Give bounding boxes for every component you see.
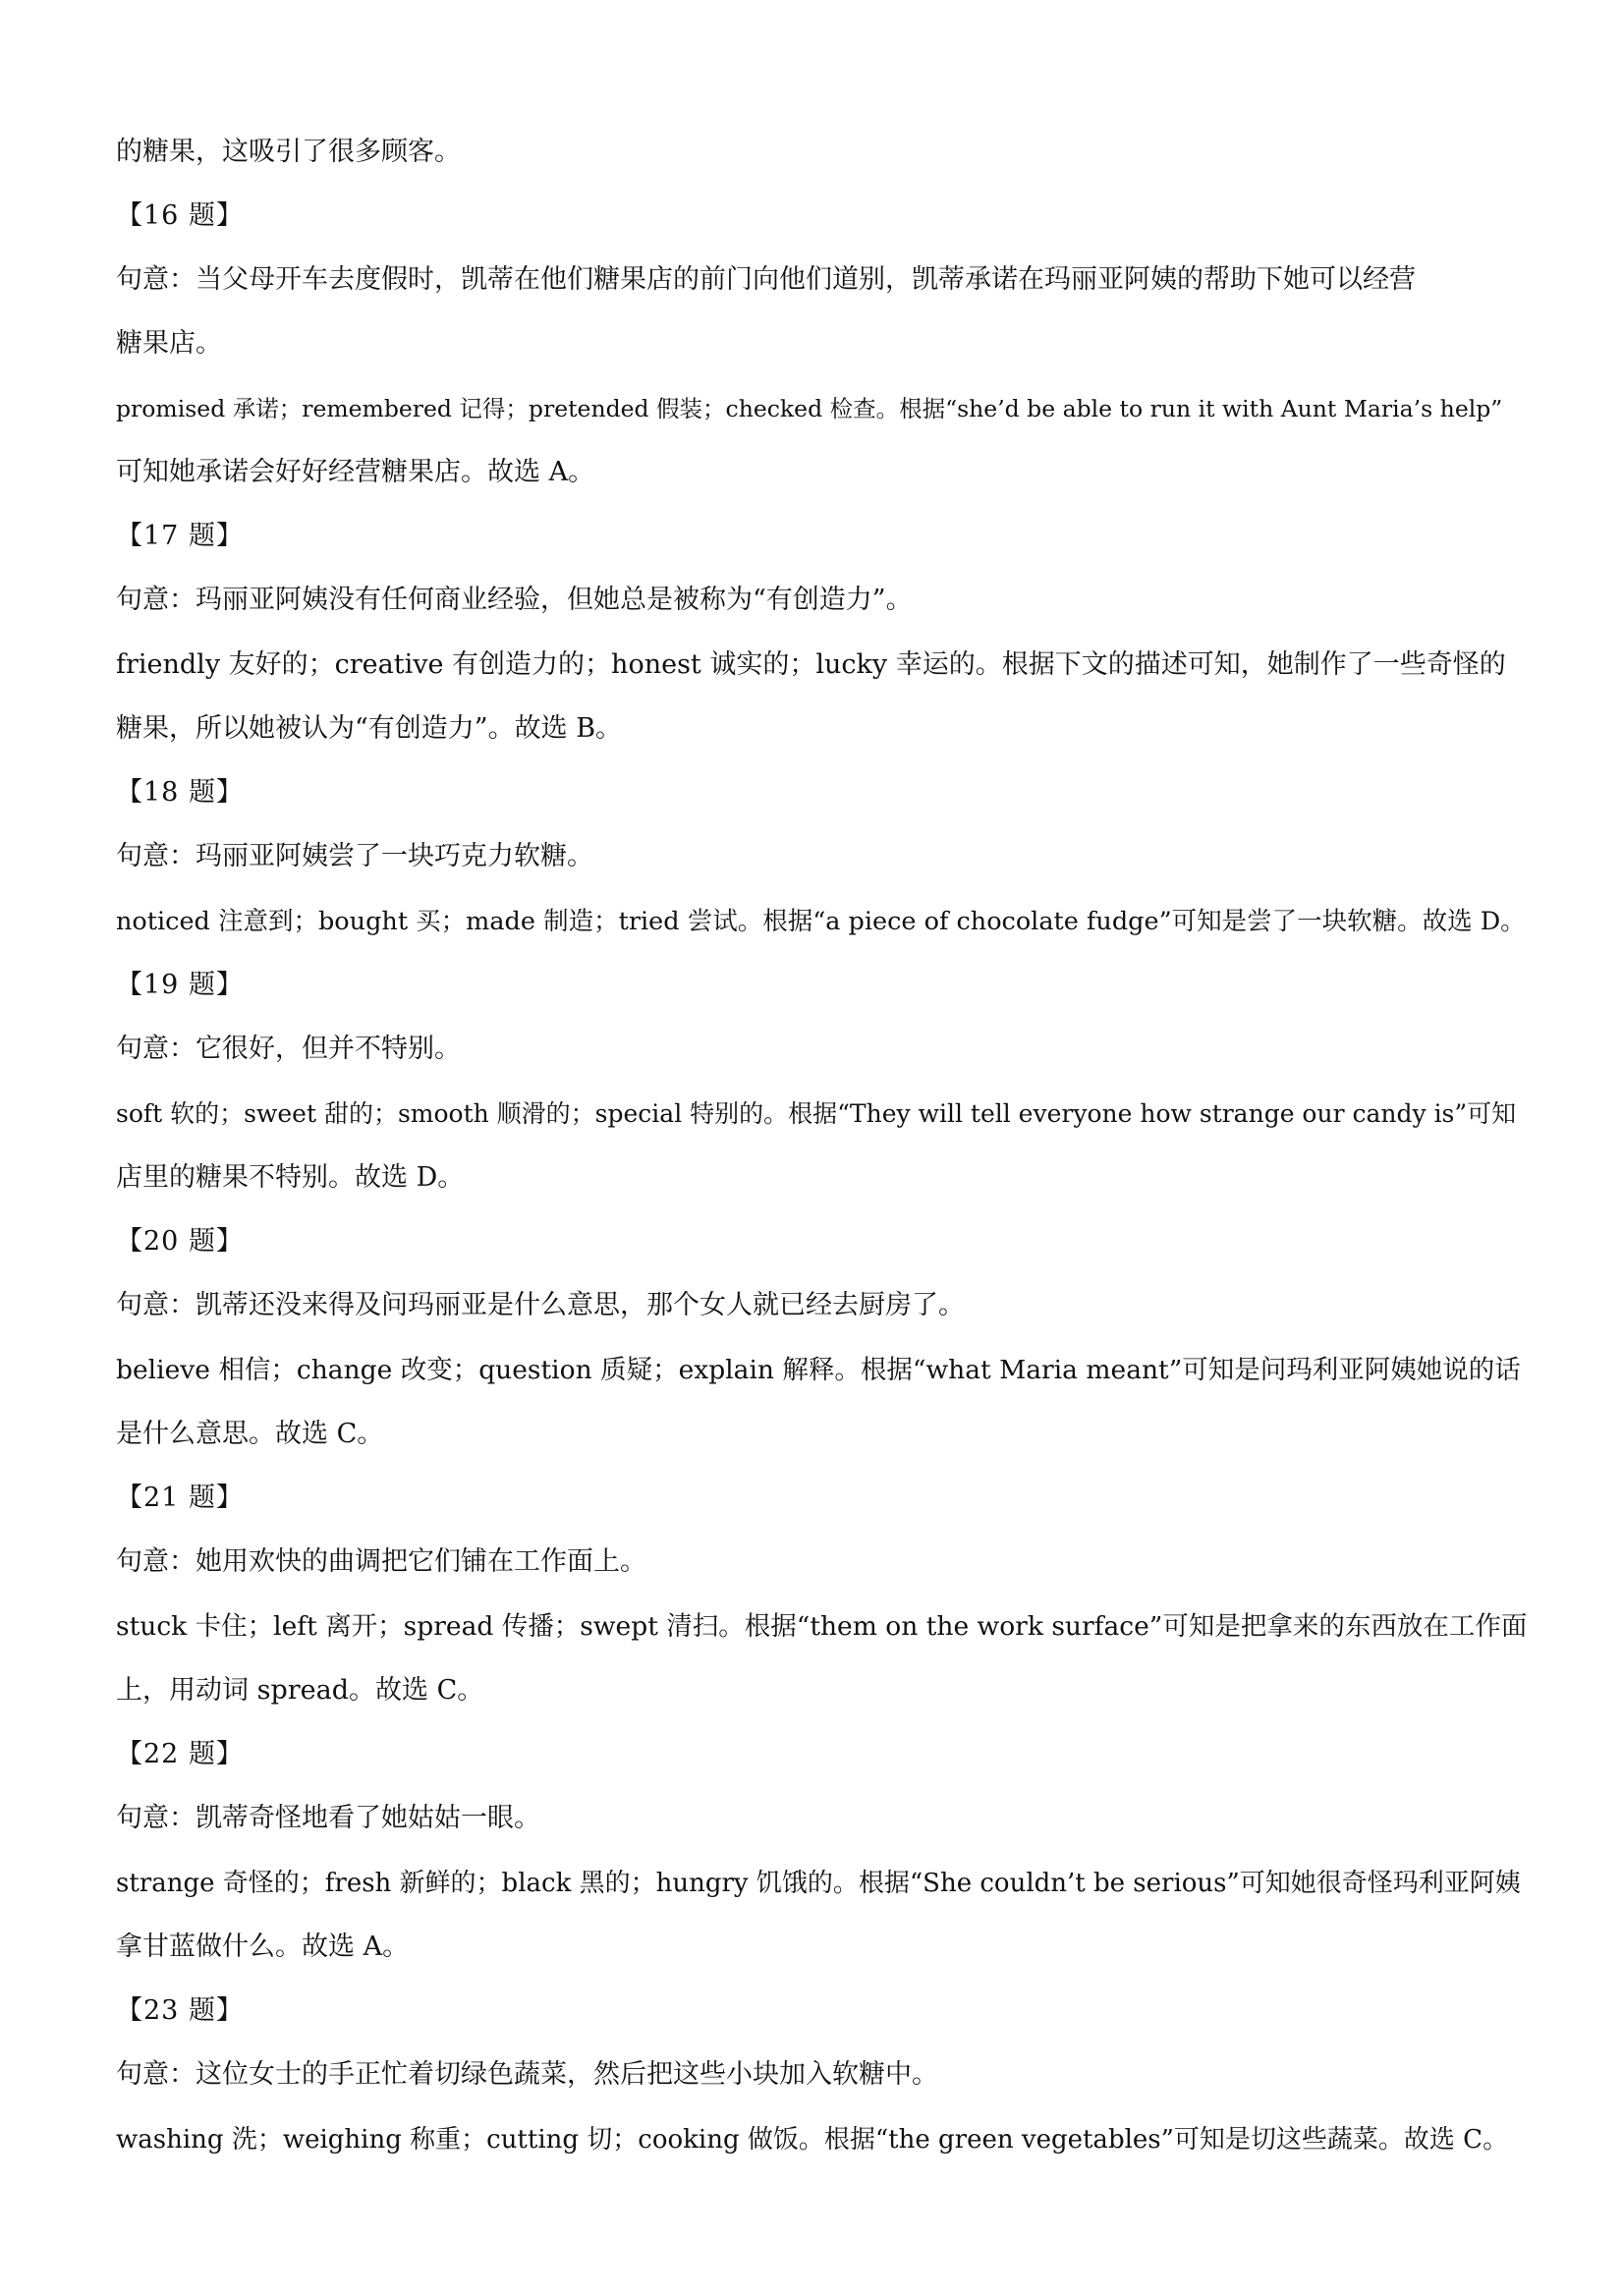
text-line: 句意：凯蒂还没来得及问玛丽亚是什么意思，那个女人就已经去厨房了。 xyxy=(116,1290,965,1320)
text-line: soft 软的；sweet 甜的；smooth 顺滑的；special 特别的。根据“They will tell everyone how strange our candy is”可知 xyxy=(116,1099,1517,1128)
text-line: washing 洗；weighing 称重；cutting 切；cooking 做饭。根据“the green vegetables”可知是切这些蔬菜。故选 C。 xyxy=(116,2125,1509,2155)
text-line: friendly 友好的；creative 有创造力的；honest 诚实的；lucky 幸运的。根据下文的描述可知，她制作了一些奇怪的 xyxy=(116,649,1506,680)
text-line: strange 奇怪的；fresh 新鲜的；black 黑的；hungry 饥饿的。根据“She couldn’t be serious”可知她很奇怪玛利亚阿姨 xyxy=(116,1869,1521,1898)
text-line: 店里的糖果不特别。故选 D。 xyxy=(116,1162,465,1193)
text-line: 句意：玛丽亚阿姨没有任何商业经验，但她总是被称为“有创造力”。 xyxy=(116,585,913,615)
question-heading: 【21 题】 xyxy=(116,1483,244,1513)
text-line: 句意：这位女士的手正忙着切绿色蔬菜，然后把这些小块加入软糖中。 xyxy=(116,2059,938,2090)
text-line: 上，用动词 spread。故选 C。 xyxy=(116,1675,484,1706)
text-line: 句意：玛丽亚阿姨尝了一块巧克力软糖。 xyxy=(116,841,593,871)
text-line: 句意：凯蒂奇怪地看了她姑姑一眼。 xyxy=(116,1803,540,1833)
question-heading: 【16 题】 xyxy=(116,200,244,231)
question-heading: 【19 题】 xyxy=(116,970,244,1000)
text-line: 句意：她用欢快的曲调把它们铺在工作面上。 xyxy=(116,1546,646,1577)
question-heading: 【22 题】 xyxy=(116,1739,244,1769)
text-line: believe 相信；change 改变；question 质疑；explain 解释。根据“what Maria meant”可知是问玛利亚阿姨她说的话 xyxy=(116,1355,1521,1385)
text-line: 是什么意思。故选 C。 xyxy=(116,1419,384,1449)
question-heading: 【18 题】 xyxy=(116,777,244,808)
text-line: promised 承诺；remembered 记得；pretended 假装；checked 检查。根据“she’d be able to run it with Aunt Maria’s help” xyxy=(116,395,1503,422)
question-heading: 【20 题】 xyxy=(116,1226,244,1257)
text-line: noticed 注意到；bought 买；made 制造；tried 尝试。根据“a piece of chocolate fudge”可知是尝了一块软糖。故选 D。 xyxy=(116,907,1526,936)
question-heading: 【23 题】 xyxy=(116,1995,244,2026)
text-line: 糖果，所以她被认为“有创造力”。故选 B。 xyxy=(116,713,623,744)
text-line: 句意：它很好，但并不特别。 xyxy=(116,1034,461,1064)
text-line: 的糖果，这吸引了很多顾客。 xyxy=(116,137,461,167)
text-line: 拿甘蓝做什么。故选 A。 xyxy=(116,1932,410,1962)
text-line: 糖果店。 xyxy=(116,328,222,359)
question-heading: 【17 题】 xyxy=(116,521,244,551)
text-line: 句意：当父母开车去度假时，凯蒂在他们糖果店的前门向他们道别，凯蒂承诺在玛丽亚阿姨的帮助下她可以经营 xyxy=(116,264,1416,295)
text-line: 可知她承诺会好好经营糖果店。故选 A。 xyxy=(116,457,595,487)
text-line: stuck 卡住；left 离开；spread 传播；swept 清扫。根据“them on the work surface”可知是把拿来的东西放在工作面 xyxy=(116,1611,1528,1642)
